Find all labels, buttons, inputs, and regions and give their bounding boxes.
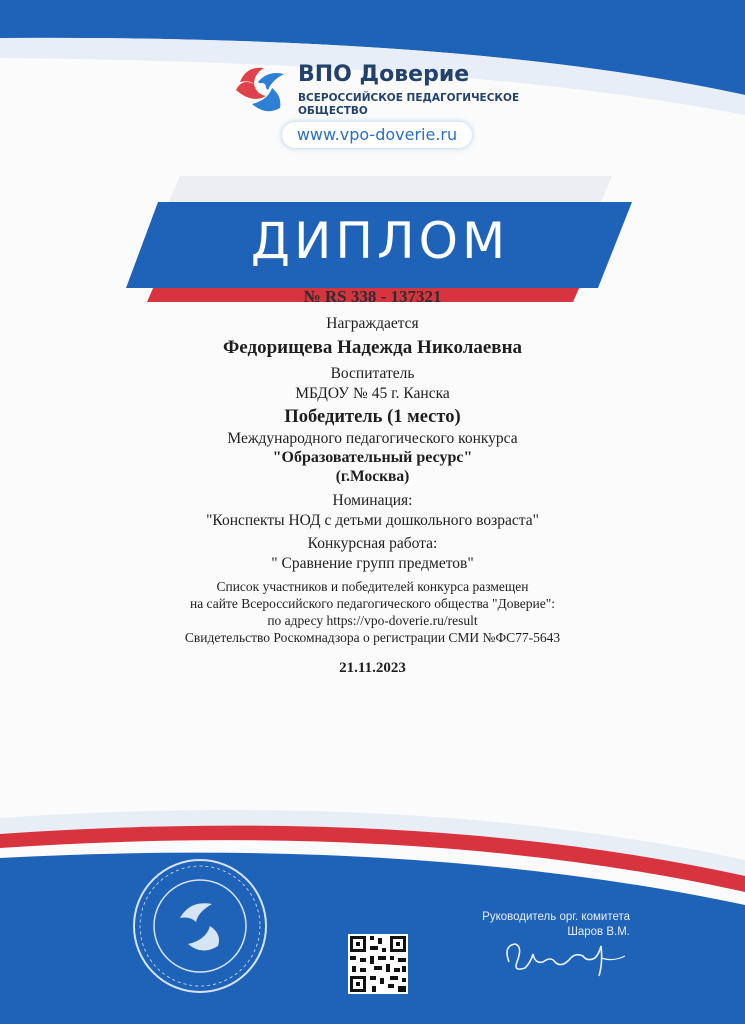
info-line: Список участников и победителей конкурса размещен xyxy=(216,579,529,594)
nomination-label: Номинация: xyxy=(332,492,413,509)
round-seal-stamp-icon xyxy=(130,856,270,996)
diploma-number: № RS 338 - 137321 xyxy=(303,287,442,306)
handwritten-signature-icon xyxy=(495,932,635,982)
contest-type: Международного педагогического конкурса xyxy=(227,430,518,447)
diploma-title: ДИПЛОМ xyxy=(250,212,510,270)
recipient-position: Воспитатель xyxy=(330,365,415,382)
hands-swirl-logo-icon xyxy=(232,60,290,118)
info-line-result-url[interactable]: по адресу https://vpo-doverie.ru/result xyxy=(267,613,478,628)
recipient-organization: МБДОУ № 45 г. Канска xyxy=(295,385,450,402)
signer-role: Руководитель орг. комитета xyxy=(482,911,630,923)
contest-city: (г.Москва) xyxy=(335,468,410,485)
brand-logo xyxy=(232,60,532,120)
info-block xyxy=(0,578,745,646)
award-result: Победитель (1 место) xyxy=(284,407,461,427)
website-url[interactable]: www.vpo-doverie.ru xyxy=(282,122,472,148)
logo-title: ВПО Доверие xyxy=(298,62,470,87)
diploma-body xyxy=(0,286,745,678)
title-shadow-ribbon xyxy=(168,176,612,204)
logo-subtitle: ВСЕРОССИЙСКОЕ ПЕДАГОГИЧЕСКОЕ ОБЩЕСТВО xyxy=(298,92,520,117)
info-line: Свидетельство Роскомнадзора о регистрации СМИ №ФС77-5643 xyxy=(184,630,561,645)
work-label: Конкурсная работа: xyxy=(307,535,438,552)
contest-name: "Образовательный ресурс" xyxy=(272,449,473,466)
work-value: " Сравнение групп предметов" xyxy=(271,555,474,572)
signer-name: Шаров В.М. xyxy=(567,926,630,938)
recipient-name: Федорищева Надежда Николаевна xyxy=(222,337,523,358)
nomination-value: "Конспекты НОД с детьми дошкольного возраста" xyxy=(206,512,539,529)
info-line: на сайте Всероссийского педагогического общества "Доверие": xyxy=(189,596,556,611)
qr-code-icon[interactable] xyxy=(348,934,408,994)
awarded-label: Награждается xyxy=(326,315,419,332)
diploma-date: 21.11.2023 xyxy=(339,660,406,676)
